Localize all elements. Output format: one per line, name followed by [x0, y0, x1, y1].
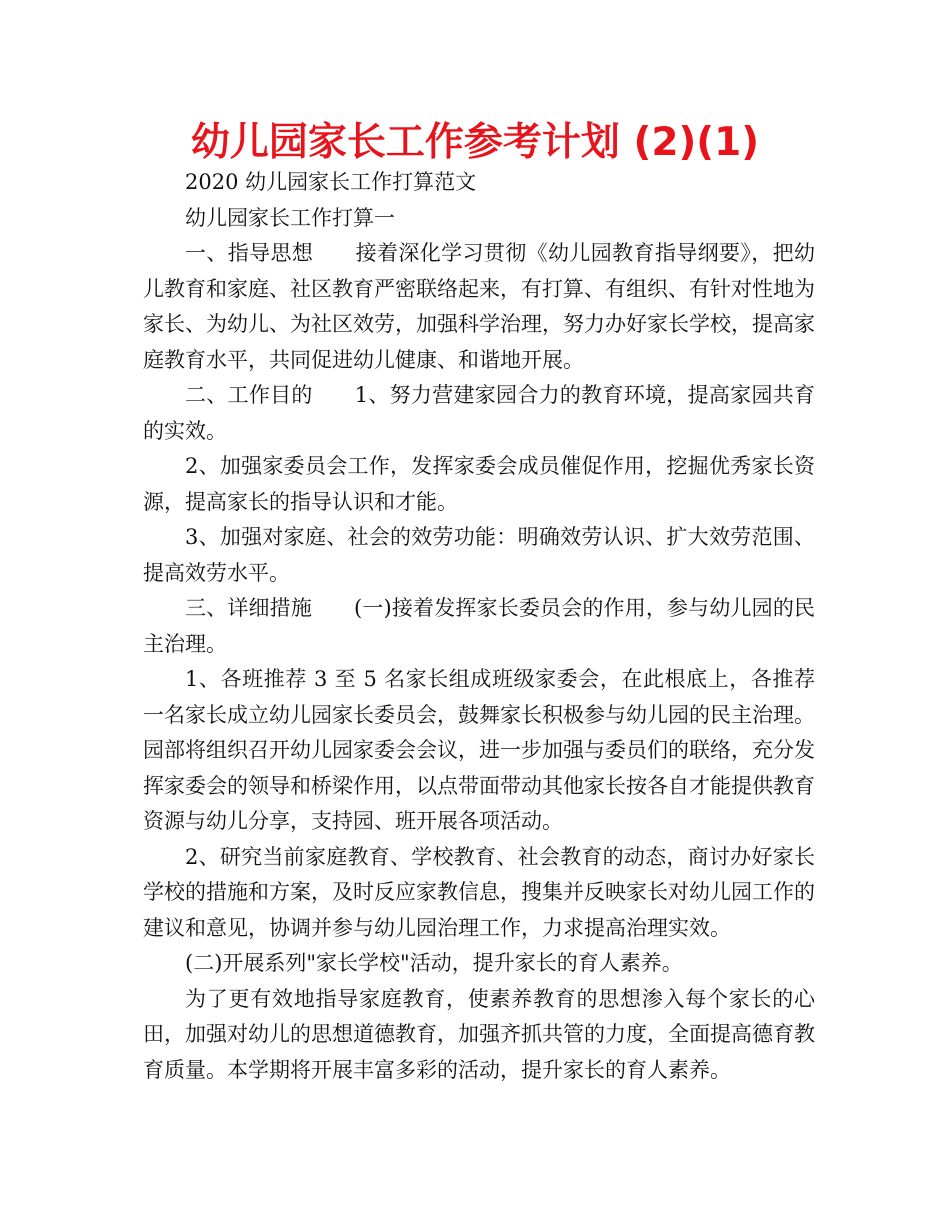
paragraph-4 [143, 378, 815, 449]
paragraph-text: 接着深化学习贯彻《幼儿园教育指导纲要》，把幼儿教育和家庭、社区教育严密联络起来，有打算、有组织、有针对性地为家长、为幼儿、为社区效劳，加强科学治理，努力办好家长学校，提高家庭教育水平，共同促进幼儿健康、和谐地开展。 [143, 241, 815, 372]
paragraph-text: 3、加强对家庭、社会的效劳功能：明确效劳认识、扩大效劳范围、提高效劳水平。 [143, 525, 815, 585]
paragraph-text: 幼儿园家长工作打算一 [185, 205, 395, 230]
paragraph-text: (二)开展系列"家长学校"活动，提升家长的育人素养。 [185, 951, 683, 975]
paragraph-text: 2020 幼儿园家长工作打算范文 [185, 170, 477, 194]
paragraph-3 [143, 236, 815, 378]
paragraph-10 [143, 946, 815, 982]
document-body [143, 165, 815, 1088]
paragraph-2 [143, 201, 815, 237]
section-heading: 三、详细措施 [185, 596, 312, 620]
section-heading: 二、工作目的 [185, 383, 313, 407]
section-heading: 一、指导思想 [185, 241, 314, 265]
paragraph-text: 为了更有效地指导家庭教育，使素养教育的思想渗入每个家长的心田，加强对幼儿的思想道德教育，加强齐抓共管的力度，全面提高德育教育质量。本学期将开展丰富多彩的活动，提升家长的育人素养。 [143, 986, 815, 1082]
paragraph-text: 1、努力营建家园合力的教育环境，提高家园共育的实效。 [143, 383, 816, 443]
paragraph-text: (一)接着发挥家长委员会的作用，参与幼儿园的民主治理。 [143, 596, 816, 656]
paragraph-5 [143, 449, 815, 520]
paragraph-1 [143, 165, 815, 201]
paragraph-6 [143, 520, 815, 591]
paragraph-11 [143, 982, 815, 1089]
paragraph-9 [143, 840, 815, 947]
paragraph-text: 1、各班推荐 3 至 5 名家长组成班级家委会，在此根底上，各推荐一名家长成立幼儿园家长委员会，鼓舞家长积极参与幼儿园的民主治理。园部将组织召开幼儿园家委会会议，进一步加强与委员们的联络，充分发挥家委会的领导和桥梁作用，以点带面带动其他家长按各自才能提供教育资源与幼儿分享，支持园、班开展各项活动。 [143, 667, 815, 833]
paragraph-text: 2、加强家委员会工作，发挥家委会成员催促作用，挖掘优秀家长资源，提高家长的指导认识和才能。 [143, 454, 815, 514]
paragraph-7 [143, 591, 815, 662]
paragraph-text: 2、研究当前家庭教育、学校教育、社会教育的动态，商讨办好家长学校的措施和方案，及时反应家教信息，搜集并反映家长对幼儿园工作的建议和意见，协调并参与幼儿园治理工作，力求提高治理实效。 [143, 844, 815, 940]
paragraph-8 [143, 662, 815, 840]
document-title: 幼儿园家长工作参考计划 (2)(1) [190, 120, 760, 165]
